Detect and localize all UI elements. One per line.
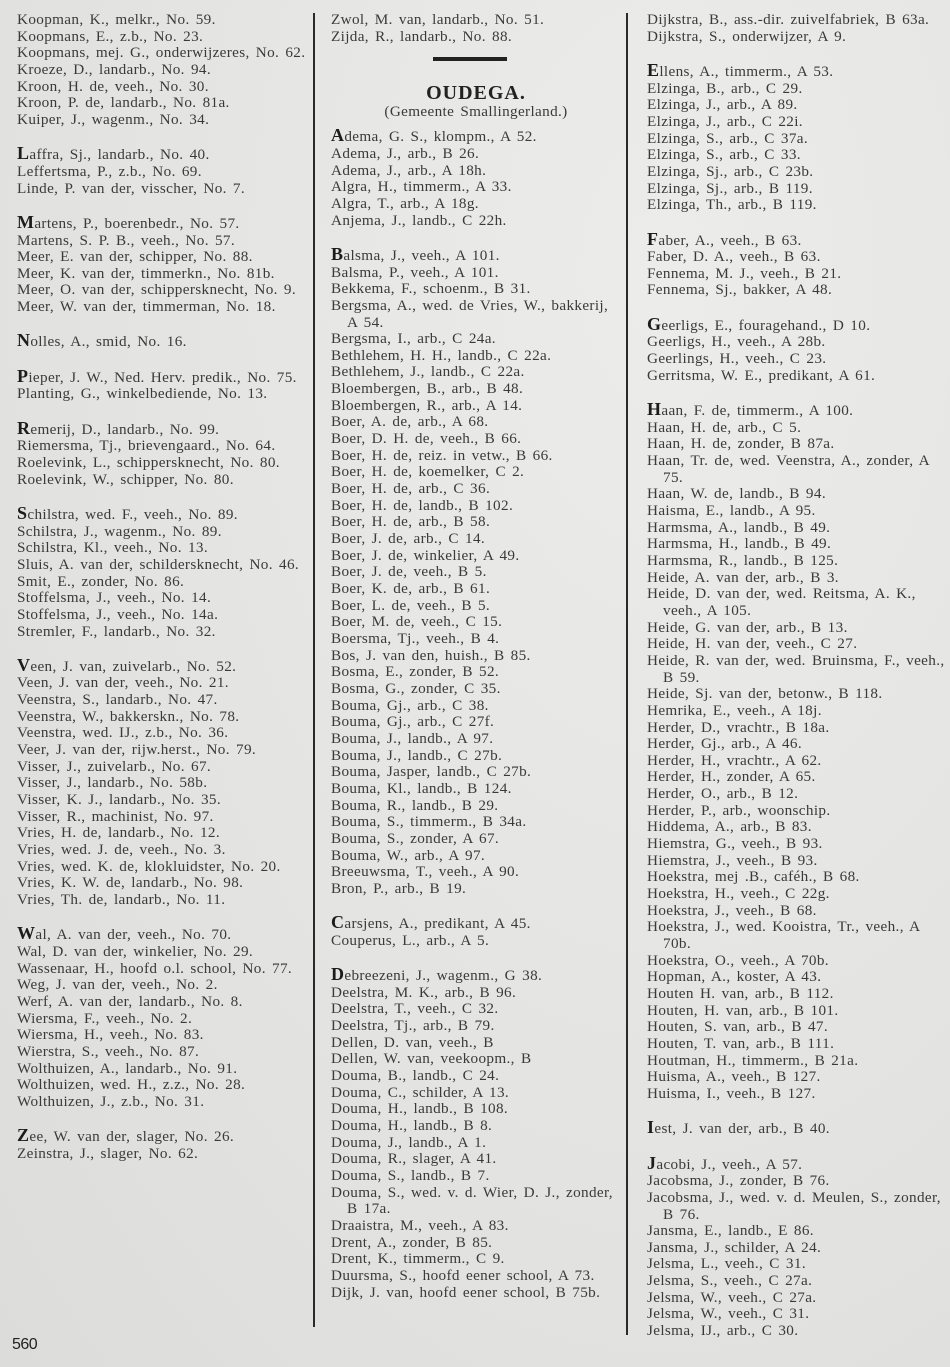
directory-entry: Bosma, G., zonder, C 35. bbox=[331, 679, 501, 697]
directory-entry: Houtman, H., timmerm., B 21a. bbox=[647, 1051, 859, 1069]
directory-entry: Riemersma, Tj., brievengaard., No. 64. bbox=[17, 437, 276, 455]
directory-entry: Carsjens, A., predikant, A 45. bbox=[331, 912, 531, 933]
directory-entry: Kroon, H. de, veeh., No. 30. bbox=[17, 77, 209, 95]
directory-entry: Stremler, F., landarb., No. 32. bbox=[17, 622, 216, 640]
directory-entry: Wal, D. van der, winkelier, No. 29. bbox=[17, 942, 254, 960]
directory-entry: Herder, Gj., arb., A 46. bbox=[647, 735, 802, 753]
directory-entry: Jansma, J., schilder, A 24. bbox=[647, 1238, 822, 1256]
directory-entry: Visser, K. J., landarb., No. 35. bbox=[17, 791, 222, 809]
directory-entry: Koopmans, E., z.b., No. 23. bbox=[17, 27, 204, 45]
letter-gap bbox=[17, 488, 309, 505]
directory-entry: Veer, J. van der, rijw.herst., No. 79. bbox=[17, 741, 257, 759]
directory-entry: Huisma, A., veeh., B 127. bbox=[647, 1068, 821, 1086]
directory-entry: Douma, B., landb., C 24. bbox=[331, 1067, 500, 1085]
directory-entry: Martens, S. P. B., veeh., No. 57. bbox=[17, 231, 236, 249]
initial-letter: E bbox=[647, 59, 660, 80]
directory-entry: Hemrika, E., veeh., A 18j. bbox=[647, 701, 822, 719]
directory-entry: Jacobsma, J., zonder, B 76. bbox=[647, 1172, 830, 1190]
column-divider bbox=[626, 13, 628, 1335]
oudega-entries bbox=[331, 127, 621, 1301]
directory-entry: Meer, K. van der, timmerkn., No. 81b. bbox=[17, 264, 275, 282]
directory-entry: Pieper, J. W., Ned. Herv. predik., No. 75. bbox=[17, 365, 297, 386]
directory-entry: Vries, wed. J. de, veeh., No. 3. bbox=[17, 841, 226, 859]
directory-entry: Bos, J. van den, huish., B 85. bbox=[331, 646, 531, 664]
initial-letter: A bbox=[331, 125, 345, 146]
directory-entry: Wolthuizen, A., landarb., No. 91. bbox=[17, 1059, 238, 1077]
directory-entry: Bethlehem, H. H., landb., C 22a. bbox=[331, 346, 552, 364]
letter-gap bbox=[331, 949, 621, 966]
directory-entry: Roelevink, L., schippersknecht, No. 80. bbox=[17, 453, 280, 471]
directory-entry: Haan, H. de, zonder, B 87a. bbox=[647, 435, 835, 453]
directory-entry: Stoffelsma, J., veeh., No. 14. bbox=[17, 589, 212, 607]
directory-entry: Boer, H. de, arb., C 36. bbox=[331, 480, 491, 498]
directory-entry: Gerritsma, W. E., predikant, A 61. bbox=[647, 366, 876, 384]
directory-entry: Meer, W. van der, timmerman, No. 18. bbox=[17, 298, 276, 316]
directory-entry: Iest, J. van der, arb., B 40. bbox=[647, 1117, 830, 1138]
initial-letter: M bbox=[17, 211, 35, 232]
directory-entry: Zee, W. van der, slager, No. 26. bbox=[17, 1125, 235, 1146]
directory-entry: Balsma, J., veeh., A 101. bbox=[331, 243, 500, 264]
directory-entry: Houten, S. van, arb., B 47. bbox=[647, 1018, 829, 1036]
directory-entry: Leffertsma, P., z.b., No. 69. bbox=[17, 162, 202, 180]
directory-entry: Boer, M. de, veeh., C 15. bbox=[331, 613, 503, 631]
directory-entry: Jelsma, S., veeh., C 27a. bbox=[647, 1272, 813, 1290]
directory-entry: Hoekstra, J., wed. Kooistra, Tr., veeh., A 70b. bbox=[647, 918, 920, 953]
directory-entry: Elzinga, J., arb., C 22i. bbox=[647, 112, 803, 130]
directory-entry: Adema, J., arb., A 18h. bbox=[331, 161, 487, 179]
directory-entry: Vries, K. W. de, landarb., No. 98. bbox=[17, 874, 244, 892]
directory-entry: Veen, J. van, zuivelarb., No. 52. bbox=[17, 654, 237, 675]
directory-entry: Visser, J., landarb., No. 58b. bbox=[17, 774, 208, 792]
directory-entry: Elzinga, S., arb., C 37a. bbox=[647, 129, 809, 147]
municipality-subheading: (Gemeente Smallingerland.) bbox=[384, 103, 568, 121]
directory-entry: Roelevink, W., schipper, No. 80. bbox=[17, 470, 234, 488]
directory-entry: Geerligs, H., veeh., A 28b. bbox=[647, 333, 826, 351]
letter-gap bbox=[17, 640, 309, 657]
directory-entry: Geerligs, E., fouragehand., D 10. bbox=[647, 313, 871, 334]
directory-entry: Sluis, A. van der, schildersknecht, No. 46. bbox=[17, 555, 300, 573]
directory-entry: Boer, L. de, veeh., B 5. bbox=[331, 596, 491, 614]
directory-entry: Deelstra, T., veeh., C 32. bbox=[331, 1000, 499, 1018]
initial-letter: S bbox=[17, 502, 28, 523]
directory-entry: Douma, H., landb., B 8. bbox=[331, 1116, 493, 1134]
letter-gap bbox=[17, 129, 309, 146]
directory-entry: Douma, S., landb., B 7. bbox=[331, 1166, 490, 1184]
letter-gap bbox=[647, 299, 947, 316]
directory-entry: Jelsma, W., veeh., C 27a. bbox=[647, 1288, 817, 1306]
directory-entry: Veenstra, S., landarb., No. 47. bbox=[17, 691, 218, 709]
directory-entry: Veenstra, W., bakkerskn., No. 78. bbox=[17, 707, 240, 725]
directory-entry: Heide, A. van der, arb., B 3. bbox=[647, 568, 839, 586]
letter-gap bbox=[331, 897, 621, 914]
directory-entry: Douma, J., landb., A 1. bbox=[331, 1133, 487, 1151]
directory-entry: Douma, S., wed. v. d. Wier, D. J., zonder, B 17a. bbox=[331, 1183, 613, 1218]
directory-entry: Wassenaar, H., hoofd o.l. school, No. 77. bbox=[17, 959, 293, 977]
directory-entry: Harmsma, H., landb., B 49. bbox=[647, 535, 832, 553]
directory-entry: Planting, G., winkelbediende, No. 13. bbox=[17, 385, 268, 403]
directory-entry: Hoekstra, O., veeh., A 70b. bbox=[647, 951, 829, 969]
directory-entry: Schilstra, J., wagenm., No. 89. bbox=[17, 522, 222, 540]
directory-entry: Elzinga, S., arb., C 33. bbox=[647, 146, 801, 164]
directory-entry: Draaistra, M., veeh., A 83. bbox=[331, 1216, 509, 1234]
letter-gap bbox=[647, 1103, 947, 1120]
directory-entry: Douma, R., slager, A 41. bbox=[331, 1150, 497, 1168]
directory-entry: Hiddema, A., arb., B 83. bbox=[647, 818, 812, 836]
directory-entry: Hoekstra, mej .B., caféh., B 68. bbox=[647, 868, 860, 886]
directory-entry: Breeuwsma, T., veeh., A 90. bbox=[331, 863, 520, 881]
directory-entry: Houten, T. van, arb., B 111. bbox=[647, 1034, 835, 1052]
directory-entry: Veenstra, wed. IJ., z.b., No. 36. bbox=[17, 724, 229, 742]
directory-entry: Boer, H. de, reiz. in vetw., B 66. bbox=[331, 446, 553, 464]
directory-entry: Hoekstra, H., veeh., C 22g. bbox=[647, 885, 830, 903]
initial-letter: H bbox=[647, 399, 662, 420]
column-middle bbox=[331, 12, 621, 1301]
directory-entry: Faber, D. A., veeh., B 63. bbox=[647, 248, 821, 266]
initial-letter: V bbox=[17, 654, 31, 675]
directory-entry: Harmsma, A., landb., B 49. bbox=[647, 518, 831, 536]
directory-entry: Herder, D., vrachtr., B 18a. bbox=[647, 718, 830, 736]
directory-entry: Dijkstra, S., onderwijzer, A 9. bbox=[647, 27, 847, 45]
directory-entry: Nolles, A., smid, No. 16. bbox=[17, 330, 187, 351]
initial-letter: B bbox=[331, 243, 344, 264]
directory-entry: Dellen, D. van, veeh., B bbox=[331, 1033, 494, 1051]
letter-gap bbox=[17, 197, 309, 214]
directory-entry: Boer, H. de, landb., B 102. bbox=[331, 496, 514, 514]
directory-entry: Bosma, E., zonder, B 52. bbox=[331, 663, 500, 681]
directory-entry: Meer, O. van der, schippersknecht, No. 9. bbox=[17, 281, 297, 299]
directory-entry: Bouma, J., landb., C 27b. bbox=[331, 746, 503, 764]
directory-entry: Kroon, P. de, landarb., No. 81a. bbox=[17, 94, 230, 112]
directory-entry: Bouma, S., zonder, A 67. bbox=[331, 829, 500, 847]
directory-entry: Boersma, Tj., veeh., B 4. bbox=[331, 629, 500, 647]
column-left bbox=[17, 12, 309, 1162]
directory-entry: Dijkstra, B., ass.-dir. zuivelfabriek, B 63a. bbox=[647, 11, 930, 28]
directory-entry: Boer, H. de, arb., B 58. bbox=[331, 513, 491, 531]
directory-entry: Hoekstra, J., veeh., B 68. bbox=[647, 901, 817, 919]
directory-entry: Algra, T., arb., A 18g. bbox=[331, 194, 479, 212]
directory-entry: Anjema, J., landb., C 22h. bbox=[331, 211, 507, 229]
directory-entry: Deelstra, Tj., arb., B 79. bbox=[331, 1017, 495, 1035]
previous-town-entries bbox=[331, 12, 621, 45]
directory-entry: Adema, J., arb., B 26. bbox=[331, 144, 480, 162]
directory-entry: Jacobi, J., veeh., A 57. bbox=[647, 1152, 803, 1173]
directory-entry: Stoffelsma, J., veeh., No. 14a. bbox=[17, 605, 219, 623]
directory-entry: Heide, H. van der, veeh., C 27. bbox=[647, 635, 858, 653]
directory-entry: Bergsma, I., arb., C 24a. bbox=[331, 330, 496, 348]
directory-entry: Wolthuizen, wed. H., z.z., No. 28. bbox=[17, 1076, 246, 1094]
directory-entry: Bouma, Gj., arb., C 27f. bbox=[331, 713, 495, 731]
directory-entry: Bouma, J., landb., A 97. bbox=[331, 729, 494, 747]
directory-entry: Schilstra, Kl., veeh., No. 13. bbox=[17, 539, 209, 557]
directory-entry: Bouma, S., timmerm., B 34a. bbox=[331, 813, 527, 831]
directory-entry: Herder, O., arb., B 12. bbox=[647, 785, 799, 803]
town-heading: OUDEGA. bbox=[426, 82, 526, 105]
directory-entry: Boer, H. de, koemelker, C 2. bbox=[331, 463, 525, 481]
directory-entry: Harmsma, R., landb., B 125. bbox=[647, 551, 839, 569]
directory-entry: Boer, A. de, arb., A 68. bbox=[331, 413, 489, 431]
directory-entry: Heide, R. van der, wed. Bruinsma, F., veeh., B 59. bbox=[647, 651, 945, 686]
directory-entry: Boer, K. de, arb., B 61. bbox=[331, 580, 491, 598]
directory-entry: Veen, J. van der, veeh., No. 21. bbox=[17, 674, 229, 692]
directory-entry: Bethlehem, J., landb., C 22a. bbox=[331, 363, 525, 381]
directory-entry: Boer, J. de, winkelier, A 49. bbox=[331, 546, 520, 564]
directory-entry: Geerlings, H., veeh., C 23. bbox=[647, 350, 827, 368]
directory-entry: Haan, F. de, timmerm., A 100. bbox=[647, 399, 854, 420]
directory-entry: Drent, K., timmerm., C 9. bbox=[331, 1250, 505, 1268]
directory-entry: Linde, P. van der, visscher, No. 7. bbox=[17, 179, 246, 197]
directory-entry: Douma, C., schilder, A 13. bbox=[331, 1083, 510, 1101]
directory-entry: Visser, R., machinist, No. 97. bbox=[17, 807, 214, 825]
directory-entry: Zeinstra, J., slager, No. 62. bbox=[17, 1144, 199, 1162]
directory-entry: Kroeze, D., landarb., No. 94. bbox=[17, 60, 212, 78]
directory-entry: Debreezeni, J., wagenm., G 38. bbox=[331, 964, 543, 985]
letter-gap bbox=[17, 316, 309, 333]
directory-entry: Kuiper, J., wagenm., No. 34. bbox=[17, 110, 210, 128]
column-divider bbox=[313, 13, 315, 1327]
directory-entry: Herder, H., vrachtr., A 62. bbox=[647, 751, 822, 769]
directory-entry: Remerij, D., landarb., No. 99. bbox=[17, 417, 220, 438]
directory-entry: Wierstra, S., veeh., No. 87. bbox=[17, 1042, 200, 1060]
directory-entry: Bouma, R., landb., B 29. bbox=[331, 796, 499, 814]
directory-entry: Koopmans, mej. G., onderwijzeres, No. 62. bbox=[17, 44, 306, 62]
letter-gap bbox=[17, 1111, 309, 1128]
directory-entry: Douma, H., landb., B 108. bbox=[331, 1100, 509, 1118]
page-number: 560 bbox=[12, 1336, 38, 1353]
initial-letter: W bbox=[17, 923, 36, 944]
letter-gap bbox=[17, 403, 309, 420]
initial-letter: R bbox=[17, 417, 31, 438]
directory-entry: Jelsma, W., veeh., C 31. bbox=[647, 1305, 810, 1323]
directory-entry: Bekkema, F., schoenm., B 31. bbox=[331, 280, 531, 298]
directory-entry: Drent, A., zonder, B 85. bbox=[331, 1233, 493, 1251]
section-separator bbox=[433, 57, 507, 61]
directory-entry: Visser, J., zuivelarb., No. 67. bbox=[17, 757, 212, 775]
initial-letter: G bbox=[647, 313, 662, 334]
directory-entry: Laffra, Sj., landarb., No. 40. bbox=[17, 143, 210, 164]
letter-gap bbox=[647, 214, 947, 231]
directory-entry: Boer, D. H. de, veeh., B 66. bbox=[331, 430, 522, 448]
directory-entry: Haan, Tr. de, wed. Veenstra, A., zonder, A 75. bbox=[647, 452, 930, 486]
directory-entry: Wiersma, F., veeh., No. 2. bbox=[17, 1009, 193, 1027]
letter-gap bbox=[331, 229, 621, 246]
directory-entry: Wolthuizen, J., z.b., No. 31. bbox=[17, 1092, 205, 1110]
directory-entry: Elzinga, J., arb., A 89. bbox=[647, 96, 798, 114]
letter-gap bbox=[647, 384, 947, 401]
directory-entry: Jelsma, IJ., arb., C 30. bbox=[647, 1322, 799, 1340]
directory-entry: Bouma, W., arb., A 97. bbox=[331, 846, 486, 864]
letter-gap bbox=[647, 45, 947, 62]
directory-entry: Bergsma, A., wed. de Vries, W., bakkerij, A 54. bbox=[331, 296, 609, 331]
directory-entry: Zwol, M. van, landarb., No. 51. bbox=[331, 11, 545, 28]
directory-entry: Bouma, Gj., arb., C 38. bbox=[331, 696, 489, 714]
directory-entry: Algra, H., timmerm., A 33. bbox=[331, 178, 512, 196]
initial-letter: F bbox=[647, 228, 659, 249]
directory-entry: Elzinga, B., arb., C 29. bbox=[647, 79, 803, 97]
directory-entry: Heide, Sj. van der, betonw., B 118. bbox=[647, 685, 883, 703]
directory-entry: Bouma, Jasper, landb., C 27b. bbox=[331, 763, 532, 781]
initial-letter: D bbox=[331, 964, 345, 985]
letter-gap bbox=[647, 1138, 947, 1155]
directory-entry: Houten H. van, arb., B 112. bbox=[647, 985, 834, 1002]
letter-gap bbox=[17, 909, 309, 926]
directory-entry: Jansma, E., landb., E 86. bbox=[647, 1222, 814, 1240]
directory-entry: Bouma, Kl., landb., B 124. bbox=[331, 779, 512, 797]
directory-entry: Boer, J. de, arb., C 14. bbox=[331, 530, 486, 548]
directory-entry: Herder, P., arb., woonschip. bbox=[647, 801, 831, 819]
directory-entry: Hiemstra, J., veeh., B 93. bbox=[647, 851, 818, 869]
directory-entry: Vries, Th. de, landarb., No. 11. bbox=[17, 891, 226, 909]
directory-entry: Herder, H., zonder, A 65. bbox=[647, 768, 816, 786]
directory-entry: Fennema, Sj., bakker, A 48. bbox=[647, 281, 833, 299]
directory-entry: Haan, H. de, arb., C 5. bbox=[647, 418, 802, 436]
directory-entry: Zijda, R., landarb., No. 88. bbox=[331, 27, 513, 45]
directory-entry: Wiersma, H., veeh., No. 83. bbox=[17, 1026, 204, 1044]
directory-entry: Hiemstra, G., veeh., B 93. bbox=[647, 835, 823, 853]
directory-entry: Bloembergen, B., arb., B 48. bbox=[331, 380, 524, 398]
directory-entry: Jelsma, L., veeh., C 31. bbox=[647, 1255, 806, 1273]
directory-entry: Elzinga, Sj., arb., B 119. bbox=[647, 179, 813, 197]
initial-letter: L bbox=[17, 143, 30, 164]
directory-entry: Dellen, W. van, veekoopm., B bbox=[331, 1050, 532, 1068]
directory-entry: Werf, A. van der, landarb., No. 8. bbox=[17, 992, 243, 1010]
directory-entry: Haan, W. de, landb., B 94. bbox=[647, 485, 826, 503]
column-right bbox=[647, 12, 947, 1340]
directory-entry: Dijk, J. van, hoofd eener school, B 75b. bbox=[331, 1283, 601, 1301]
directory-entry: Wal, A. van der, veeh., No. 70. bbox=[17, 923, 232, 944]
directory-entry: Vries, wed. K. de, klokluidster, No. 20. bbox=[17, 857, 281, 875]
directory-entry: Balsma, P., veeh., A 101. bbox=[331, 263, 499, 281]
directory-entry: Hopman, A., koster, A 43. bbox=[647, 968, 822, 986]
initial-letter: Z bbox=[17, 1125, 30, 1146]
directory-entry: Weg, J. van der, veeh., No. 2. bbox=[17, 976, 218, 994]
directory-entry: Boer, J. de, veeh., B 5. bbox=[331, 563, 487, 581]
directory-entry: Smit, E., zonder, No. 86. bbox=[17, 572, 185, 590]
directory-entry: Deelstra, M. K., arb., B 96. bbox=[331, 983, 517, 1001]
initial-letter: J bbox=[647, 1152, 657, 1173]
initial-letter: I bbox=[647, 1117, 655, 1138]
initial-letter: C bbox=[331, 912, 345, 933]
directory-entry: Couperus, L., arb., A 5. bbox=[331, 931, 490, 949]
directory-entry: Elzinga, Th., arb., B 119. bbox=[647, 196, 817, 214]
directory-entry: Fennema, M. J., veeh., B 21. bbox=[647, 264, 842, 282]
directory-entry: Heide, G. van der, arb., B 13. bbox=[647, 618, 848, 636]
directory-entry: Bron, P., arb., B 19. bbox=[331, 879, 467, 897]
directory-entry: Elzinga, Sj., arb., C 23b. bbox=[647, 162, 814, 180]
directory-entry: Ellens, A., timmerm., A 53. bbox=[647, 59, 834, 80]
directory-entry: Schilstra, wed. F., veeh., No. 89. bbox=[17, 502, 238, 523]
directory-entry: Houten, H. van, arb., B 101. bbox=[647, 1001, 839, 1019]
directory-entry: Vries, H. de, landarb., No. 12. bbox=[17, 824, 220, 842]
directory-entry: Adema, G. S., klompm., A 52. bbox=[331, 125, 537, 146]
directory-entry: Duursma, S., hoofd eener school, A 73. bbox=[331, 1266, 595, 1284]
directory-entry: Haisma, E., landb., A 95. bbox=[647, 501, 816, 519]
directory-entry: Huisma, I., veeh., B 127. bbox=[647, 1084, 816, 1102]
initial-letter: P bbox=[17, 365, 29, 386]
directory-entry: Bloembergen, R., arb., A 14. bbox=[331, 396, 523, 414]
directory-entry: Faber, A., veeh., B 63. bbox=[647, 228, 802, 249]
directory-entry: Jacobsma, J., wed. v. d. Meulen, S., zonder, B 76. bbox=[647, 1188, 941, 1223]
initial-letter: N bbox=[17, 330, 31, 351]
directory-entry: Meer, E. van der, schipper, No. 88. bbox=[17, 248, 253, 266]
directory-entry: Martens, P., boerenbedr., No. 57. bbox=[17, 211, 240, 232]
directory-entry: Koopman, K., melkr., No. 59. bbox=[17, 11, 216, 28]
directory-entry: Heide, D. van der, wed. Reitsma, A. K., veeh., A 105. bbox=[647, 585, 916, 619]
letter-gap bbox=[17, 351, 309, 368]
